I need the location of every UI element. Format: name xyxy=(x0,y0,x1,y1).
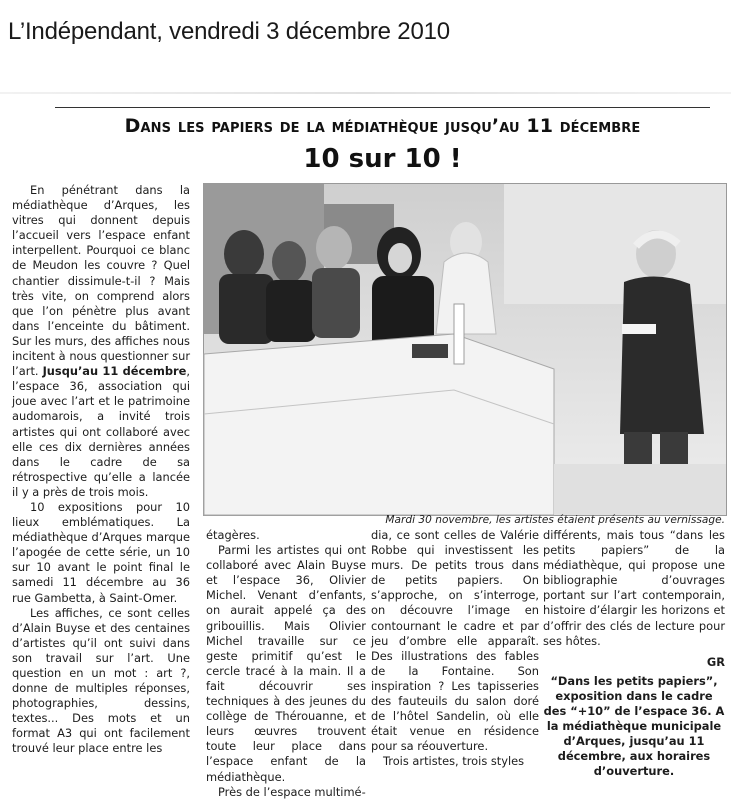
vernissage-photo xyxy=(203,183,727,516)
col1-paragraph-2: 10 expositions pour 10 lieux emblématiques. La médiathèque d’Arques marque l’apogée de cette série, un 10 sur 10 avant le point final le samedi 11 décembre au 36 rue Gambetta, à Saint-Omer. xyxy=(12,499,190,605)
col1-p1-bold: Jusqu’au 11 décembre xyxy=(42,364,187,379)
scan-edge-shadow xyxy=(0,92,731,94)
article-column-3 xyxy=(371,528,539,780)
article-column-1 xyxy=(12,183,190,778)
col4-paragraph-1: différents, mais tous “dans les petits papiers” de la médiathèque, qui propose une bibliographie d’ouvrages portant sur l’art contemporain, histoire d’élargir les horizons et d’offrir des clés de lecture pour ses hôtes. xyxy=(543,528,725,648)
col1-paragraph-1 xyxy=(12,183,190,500)
article-column-4 xyxy=(543,528,725,780)
article-headline: 10 sur 10 ! xyxy=(303,144,462,174)
col2-paragraph-3: Près de l’espace multimé- xyxy=(218,784,366,799)
exhibition-info-box: “Dans les petits papiers”, exposition dans le cadre des “+10” de l’espace 36. A la médiathèque municipale d’Arques, jusqu’au 11 décembre, aux horaires d’ouverture. xyxy=(543,673,725,779)
col1-p1-text-a: En pénétrant dans la médiathèque d’Arques, les vitres qui donnent depuis l’accueil vers l’espace enfant interpellent. Pourquoi ce blanc de Meudon les couvre ? Quel chantier dissimule-t-il ? Mais très vite, on comprend alors que l’on pénètre plus avant dans l’enceinte du bâtiment. Sur les murs, des affiches nous incitent à nous questionner sur l’art. xyxy=(12,183,190,379)
author-signature: GR xyxy=(706,654,725,669)
col2-paragraph-2: Parmi les artistes qui ont collaboré avec Alain Buyse et l’espace 36, Olivier Michel. Venant d’enfants, on aurait appelé ça des gribouillis. Mais Olivier Michel travaille sur ce geste primitif qu’est le cercle tracé à la main. Il a fait découvrir ses techniques à des jeunes du collège de Thérouanne, et leurs œuvres trouvent toute leur place dans l’espace enfant de la médiathèque. xyxy=(206,543,366,784)
article-kicker: Dans les papiers de la médiathèque jusqu’au 11 décembre xyxy=(124,115,641,137)
top-rule xyxy=(55,107,710,108)
photo-illustration xyxy=(204,184,726,515)
col2-paragraph-1: étagères. xyxy=(206,528,260,542)
col3-paragraph-2: Trois artistes, trois styles xyxy=(383,754,525,769)
photo-caption: Mardi 30 novembre, les artistes étaient présents au vernissage. xyxy=(385,514,725,526)
article-column-2 xyxy=(206,528,366,799)
col1-paragraph-3: Les affiches, ce sont celles d’Alain Buyse et des centaines d’artistes qu’il ont suivi dans son travail sur l’art. Une question en un mot : art ?, donne de multiples réponses, photographies, dessins, textes... Des mots et un format A3 qui ont facilement trouvé leur place entre les xyxy=(12,605,190,756)
source-date-line: L’Indépendant, vendredi 3 décembre 2010 xyxy=(8,18,450,45)
col1-p1-text-b: , l’espace 36, association qui joue avec l’art et le patrimoine audomarois, a invité trois artistes qui ont collaboré avec elle ces dix dernières années dans le cadre de sa rétrospective qu’elle a lancée il y a près de trois mois. xyxy=(12,364,190,499)
col3-paragraph-1: dia, ce sont celles de Valérie Robbe qui investissent les murs. De petits trous dans de petits papiers. On s’approche, on s’interroge, on découvre l’image en contournant le cadre et par jeu d’ombre elle apparaît. Des illustrations des fables de la Fontaine. Son inspiration ? Les tapisseries des fauteuils du salon doré de l’hôtel Sandelin, où elle était venue en résidence pour sa réouverture. xyxy=(371,528,539,754)
